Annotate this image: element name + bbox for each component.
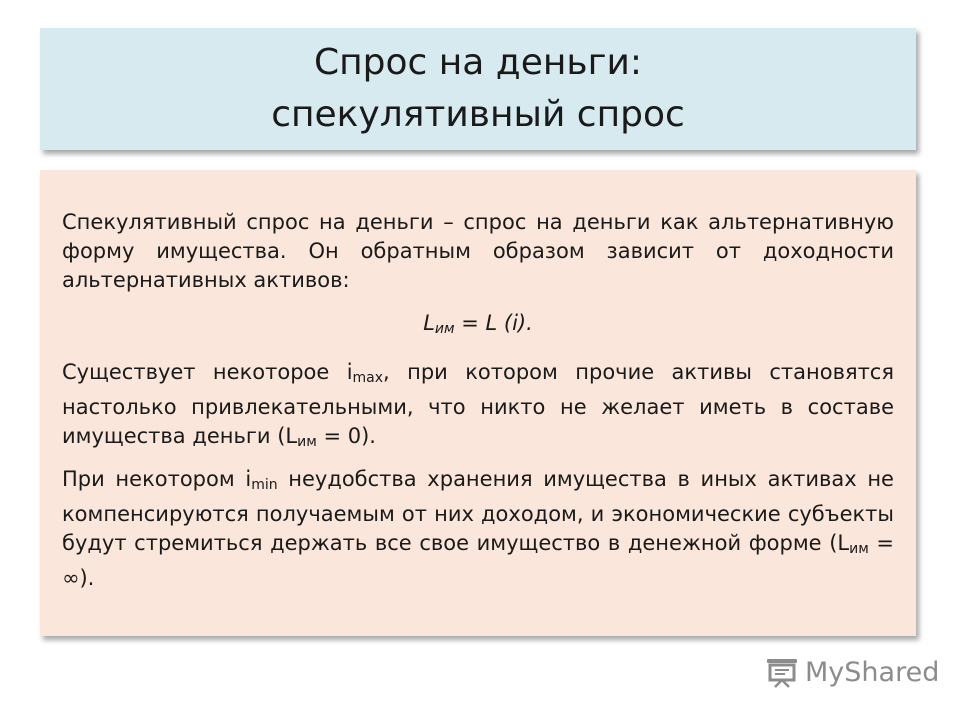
para2-subscript-max: max [352, 370, 384, 386]
paragraph-imin [62, 465, 894, 593]
formula-l: L [423, 311, 435, 335]
para3-text-3: = ∞). [62, 531, 894, 590]
watermark-text: MyShared [805, 656, 940, 688]
para2-text-3: = 0). [316, 424, 376, 448]
formula-subscript: им [434, 321, 455, 337]
formula [62, 309, 894, 344]
para2-text-2: , при котором прочие активы становятся настолько привлекательными, что никто не желает иметь в составе имущества деньги (L [62, 360, 894, 448]
title-box [40, 28, 916, 150]
content-box [40, 170, 916, 636]
paragraph-imax [62, 358, 894, 457]
title-line-1: Спрос на деньги: [313, 42, 643, 83]
para3-text-1: При некотором i [62, 467, 252, 491]
para2-subscript-im: им [297, 434, 317, 450]
para3-text-2: неудобства хранения имущества в иных активах не компенсируются получаемым от них доходом, и экономические субъекты будут стремиться держать все свое имущество в денежной форме (L [62, 467, 894, 555]
para3-subscript-im: им [849, 541, 869, 557]
para3-subscript-min: min [251, 477, 278, 493]
projector-screen-icon [765, 656, 799, 688]
watermark-logo[interactable] [765, 656, 939, 688]
paragraph-definition: Спекулятивный спрос на деньги – спрос на деньги как альтернативную форму имущества. Он обратным образом зависит от доходности альтернативных активов: [62, 210, 894, 292]
title-line-2: спекулятивный спрос [271, 94, 685, 135]
formula-rest: = L (i). [454, 311, 533, 335]
para2-text-1: Существует некоторое i [62, 360, 353, 384]
